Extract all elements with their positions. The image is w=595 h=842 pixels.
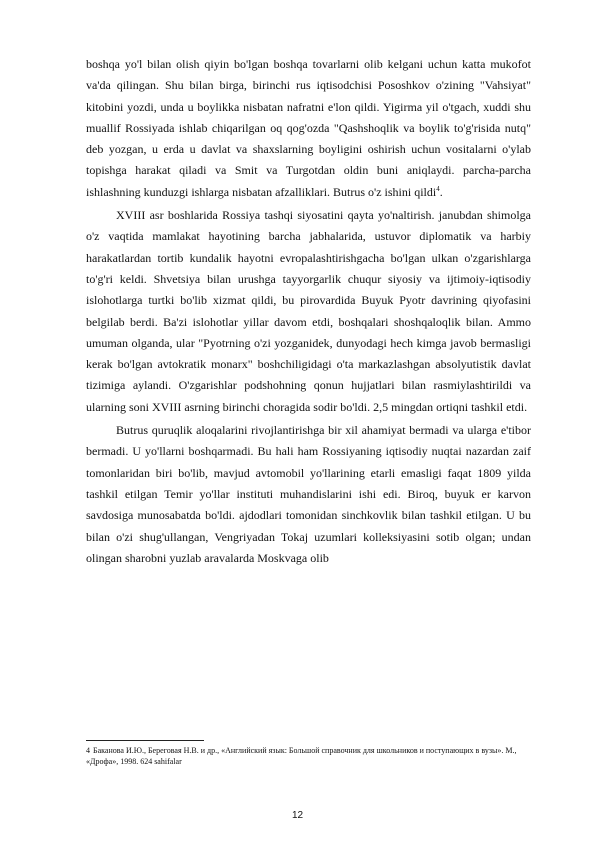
body-text xyxy=(86,54,531,569)
footnote xyxy=(86,745,531,767)
footnote-mark: 4 xyxy=(86,746,90,755)
paragraph-1-text: boshqa yo'l bilan olish qiyin bo'lgan boshqa tovarlarni olib kelgani uchun katta mukofot va'da qilingan. Shu bilan birga, birinchi rus iqtisodchisi Pososhkov o'zining "Vahsiyat" kitobini yozdi, unda u boylikka nisbatan nafratni e'lon qildi. Yigirma yil o'tgach, xuddi shu muallif Rossiyada ishlab chiqarilgan oq qog'ozda "Qashshoqlik va boylik to'g'risida nutq" deb yozgan, u erda u davlat va shaxslarning boyligini oshirish uchun vositalarni o'ylab topishga harakat qiladi va Smit va Turgotdan oldin buni aniqlaydi. parcha-parcha ishlashning kunduzgi ishlarga nisbatan afzalliklari. Butrus o'z ishini qildi xyxy=(86,57,531,199)
paragraph-1-end: . xyxy=(439,184,443,199)
page-number: 12 xyxy=(291,810,304,821)
footnote-text: Баканова И.Ю., Береговая Н.В. и др., «Английский язык: Большой справочник для школьников и поступающих в вузы». М., «Дрофа», 1998. 624 sahifalar xyxy=(86,746,517,766)
footnote-divider xyxy=(86,740,204,741)
paragraph-1 xyxy=(86,54,531,203)
paragraph-3: Butrus quruqlik aloqalarini rivojlantirishga bir xil ahamiyat bermadi va ularga e'tibor bermadi. U yo'llarni boshqarmadi. Bu hali ham Rossiyaning iqtisodiy nuqtai nazardan zaif tomonlaridan biri bo'lib, mavjud avtomobil yo'llarining etarli emasligi faqat 1809 yilda tashkil etilgan Temir yo'llar instituti muhandislarini ishi edi. Biroq, buyuk er karvon savdosiga munosabatda bo'ldi. ajdodlari tomonidan sinchkovlik bilan tashkil etilgan. U bu bilan o'zi shug'ullangan, Vengriyadan Tokaj uzumlari kolleksiyasini sotib olgan; undan olingan sharobni yuzlab aravalarda Moskvaga olib xyxy=(86,423,531,565)
footnote-reference[interactable]: 4 xyxy=(436,184,440,193)
paragraph-2: XVIII asr boshlarida Rossiya tashqi siyosatini qayta yo'naltirish. janubdan shimolga o'z vaqtida mamlakat hayotining barcha jabhalarida, ustuvor diplomatik va harbiy harakatlardan tortib kundalik hayotni evropalashtirishgacha bo'lgan ulkan o'zgarishlarga to'g'ri keldi. Shvetsiya bilan urushga tayyorgarlik chuqur siyosiy va ijtimoiy-iqtisodiy islohotlarga turtki bo'lib xizmat qildi, bu pirovardida Buyuk Pyotr davrining qiyofasini belgilab berdi. Ba'zi islohotlar yillar davom etdi, boshqalari shoshqaloqlik bilan. Ammo umuman olganda, ular "Pyotrning o'zi yozganidek, dunyodagi hech kimga javob bermasligi kerak bo'lgan avtokratik monarx" boshchiligidagi o'ta markazlashgan absolyutistik davlat tizimiga aylandi. O'zgarishlar podshohning qonun hujjatlari bilan rasmiylashtirildi va ularning soni XVIII asrning birinchi choragida sodir bo'ldi. 2,5 mingdan ortiqni tashkil etdi. xyxy=(86,208,531,414)
